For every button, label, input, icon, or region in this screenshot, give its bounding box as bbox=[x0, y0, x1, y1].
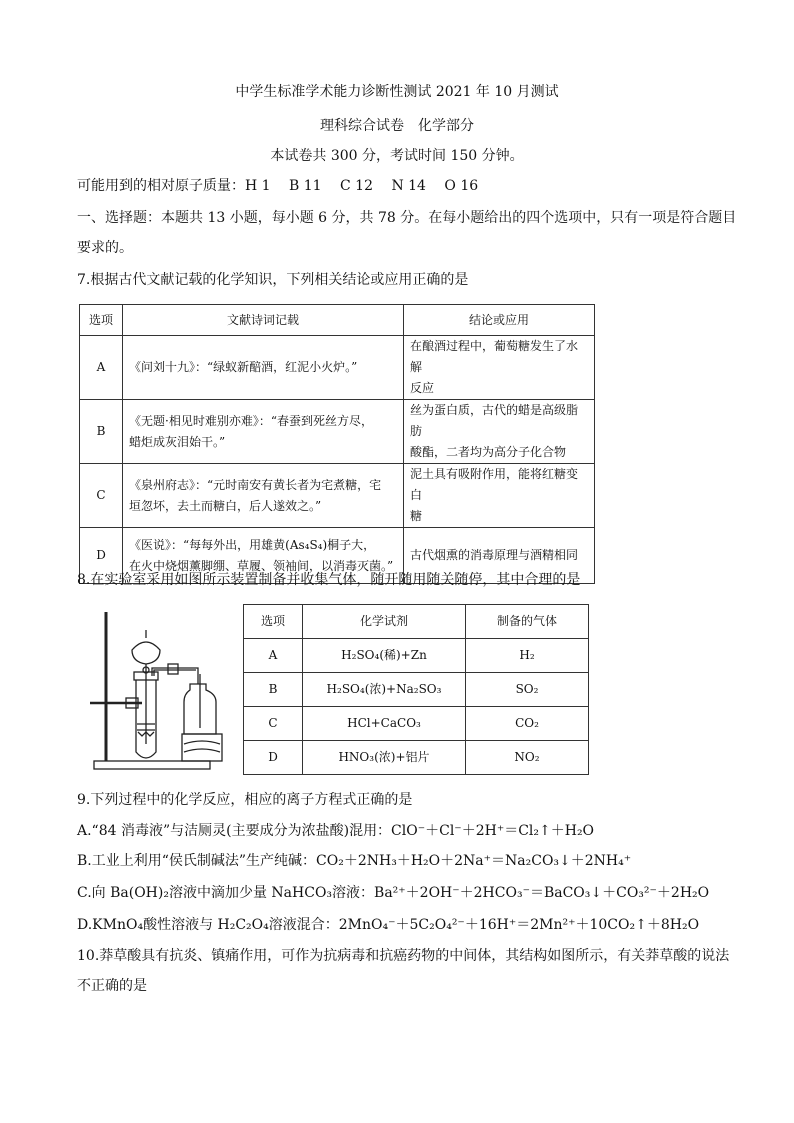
record-cell bbox=[123, 336, 404, 400]
question-10-stem: 10.莽草酸具有抗炎、镇痛作用，可作为抗病毒和抗癌药物的中间体，其结构如图所示，有关莽草酸的说法 bbox=[77, 948, 730, 964]
reagent-cell: HCl+CaCO₃ bbox=[303, 707, 466, 741]
result-text: 泥土具有吸附作用，能将红糖变白 bbox=[410, 467, 579, 502]
record-text: 《泉州府志》：“元时南安有黄长者为宅煮糖，宅 bbox=[129, 477, 382, 492]
option-cell: C bbox=[80, 464, 123, 528]
question-9-option-a: A.“84 消毒液”与洁厕灵(主要成分为浓盐酸)混用：ClO⁻＋Cl⁻＋2H⁺＝Cl₂↑＋H₂O bbox=[77, 823, 595, 839]
exam-title: 中学生标准学术能力诊断性测试 2021 年 10 月测试 bbox=[235, 84, 559, 100]
record-text: 蜡炬成灰泪始干。” bbox=[129, 434, 226, 449]
record-cell bbox=[123, 464, 404, 528]
result-text: 古代烟熏的消毒原理与酒精相同 bbox=[410, 548, 579, 562]
result-text: 糖 bbox=[410, 509, 423, 523]
table-row bbox=[80, 336, 595, 400]
stand-base bbox=[94, 761, 210, 769]
question-9-stem: 9.下列过程中的化学反应，相应的离子方程式正确的是 bbox=[77, 792, 413, 808]
result-text: 反应 bbox=[410, 381, 435, 395]
section-instructions-cont: 要求的。 bbox=[77, 240, 133, 256]
record-cell bbox=[123, 400, 404, 464]
result-cell bbox=[404, 464, 595, 528]
exam-subtitle: 理科综合试卷 化学部分 bbox=[320, 118, 474, 134]
table-row bbox=[80, 464, 595, 528]
option-cell: D bbox=[80, 528, 123, 584]
question-8-table bbox=[243, 604, 589, 775]
option-cell: B bbox=[244, 673, 303, 707]
gas-cell: NO₂ bbox=[466, 741, 589, 775]
option-cell: A bbox=[244, 639, 303, 673]
option-cell: B bbox=[80, 400, 123, 464]
question-7-table bbox=[79, 304, 595, 584]
table-header-cell: 文献诗词记载 bbox=[123, 305, 404, 336]
question-7-stem: 7.根据古代文献记载的化学知识，下列相关结论或应用正确的是 bbox=[77, 272, 469, 288]
funnel-bulb bbox=[132, 642, 160, 664]
record-text: 垣忽坏，去土而糖白，后人遂效之。” bbox=[129, 498, 322, 513]
gas-cell: CO₂ bbox=[466, 707, 589, 741]
result-text: 丝为蛋白质，古代的蜡是高级脂肪 bbox=[410, 403, 579, 438]
question-9-option-c: C.向 Ba(OH)₂溶液中滴加少量 NaHCO₃溶液：Ba²⁺＋2OH⁻＋2HCO₃⁻＝BaCO₃↓＋CO₃²⁻＋2H₂O bbox=[77, 885, 710, 901]
table-header-row bbox=[80, 305, 595, 336]
result-cell bbox=[404, 400, 595, 464]
result-text: 酸酯，二者均为高分子化合物 bbox=[410, 445, 567, 459]
section-instructions: 一、选择题：本题共 13 小题，每小题 6 分，共 78 分。在每小题给出的四个选项中，只有一项是符合题目 bbox=[77, 210, 737, 226]
tube-clip bbox=[168, 664, 178, 674]
result-cell bbox=[404, 336, 595, 400]
gas-cell: H₂ bbox=[466, 639, 589, 673]
table-header-cell: 选项 bbox=[80, 305, 123, 336]
exam-info: 本试卷共 300 分，考试时间 150 分钟。 bbox=[270, 148, 524, 164]
record-text: 《医说》：“每每外出，用雄黄(As₄S₄)桐子大， bbox=[129, 537, 376, 552]
reagent-cell: H₂SO₄(浓)+Na₂SO₃ bbox=[303, 673, 466, 707]
wood-grain bbox=[184, 741, 220, 752]
wooden-block bbox=[182, 734, 222, 761]
result-text: 在酿酒过程中，葡萄糖发生了水解 bbox=[410, 339, 579, 374]
atomic-masses: 可能用到的相对原子质量：H 1 B 11 C 12 N 14 O 16 bbox=[77, 178, 479, 194]
table-row bbox=[80, 400, 595, 464]
option-cell: A bbox=[80, 336, 123, 400]
option-cell: C bbox=[244, 707, 303, 741]
reagent-cell: H₂SO₄(稀)+Zn bbox=[303, 639, 466, 673]
question-8-stem: 8.在实验室采用如图所示装置制备并收集气体，随开随用随关随停，其中合理的是 bbox=[77, 572, 581, 588]
table-row bbox=[244, 673, 589, 707]
table-header-cell: 选项 bbox=[244, 605, 303, 639]
option-cell: D bbox=[244, 741, 303, 775]
table-row bbox=[244, 741, 589, 775]
table-header-row bbox=[244, 605, 589, 639]
question-9-option-d: D.KMnO₄酸性溶液与 H₂C₂O₄溶液混合：2MnO₄⁻＋5C₂O₄²⁻＋16H⁺＝2Mn²⁺＋10CO₂↑＋8H₂O bbox=[77, 917, 700, 933]
question-9-option-b: B.工业上利用“侯氏制碱法”生产纯碱：CO₂＋2NH₃＋H₂O＋2Na⁺＝Na₂CO₃↓＋2NH₄⁺ bbox=[77, 853, 632, 869]
table-header-cell: 结论或应用 bbox=[404, 305, 595, 336]
table-row bbox=[244, 639, 589, 673]
record-text: 《问刘十九》：“绿蚁新醅酒，红泥小火炉。” bbox=[129, 360, 358, 374]
delivery-tube bbox=[152, 668, 198, 684]
apparatus-figure bbox=[88, 604, 240, 776]
record-text: 《无题·相见时难别亦难》：“春蚕到死丝方尽， bbox=[129, 413, 373, 428]
table-row bbox=[244, 707, 589, 741]
reagent-cell: HNO₃(浓)+铝片 bbox=[303, 741, 466, 775]
question-10-stem-cont: 不正确的是 bbox=[77, 978, 147, 994]
table-header-cell: 制备的气体 bbox=[466, 605, 589, 639]
record-text: 在火中烧烟薰脚绷、草履、领袖间，以消毒灭菌。” bbox=[129, 558, 394, 573]
gas-cell: SO₂ bbox=[466, 673, 589, 707]
table-header-cell: 化学试剂 bbox=[303, 605, 466, 639]
